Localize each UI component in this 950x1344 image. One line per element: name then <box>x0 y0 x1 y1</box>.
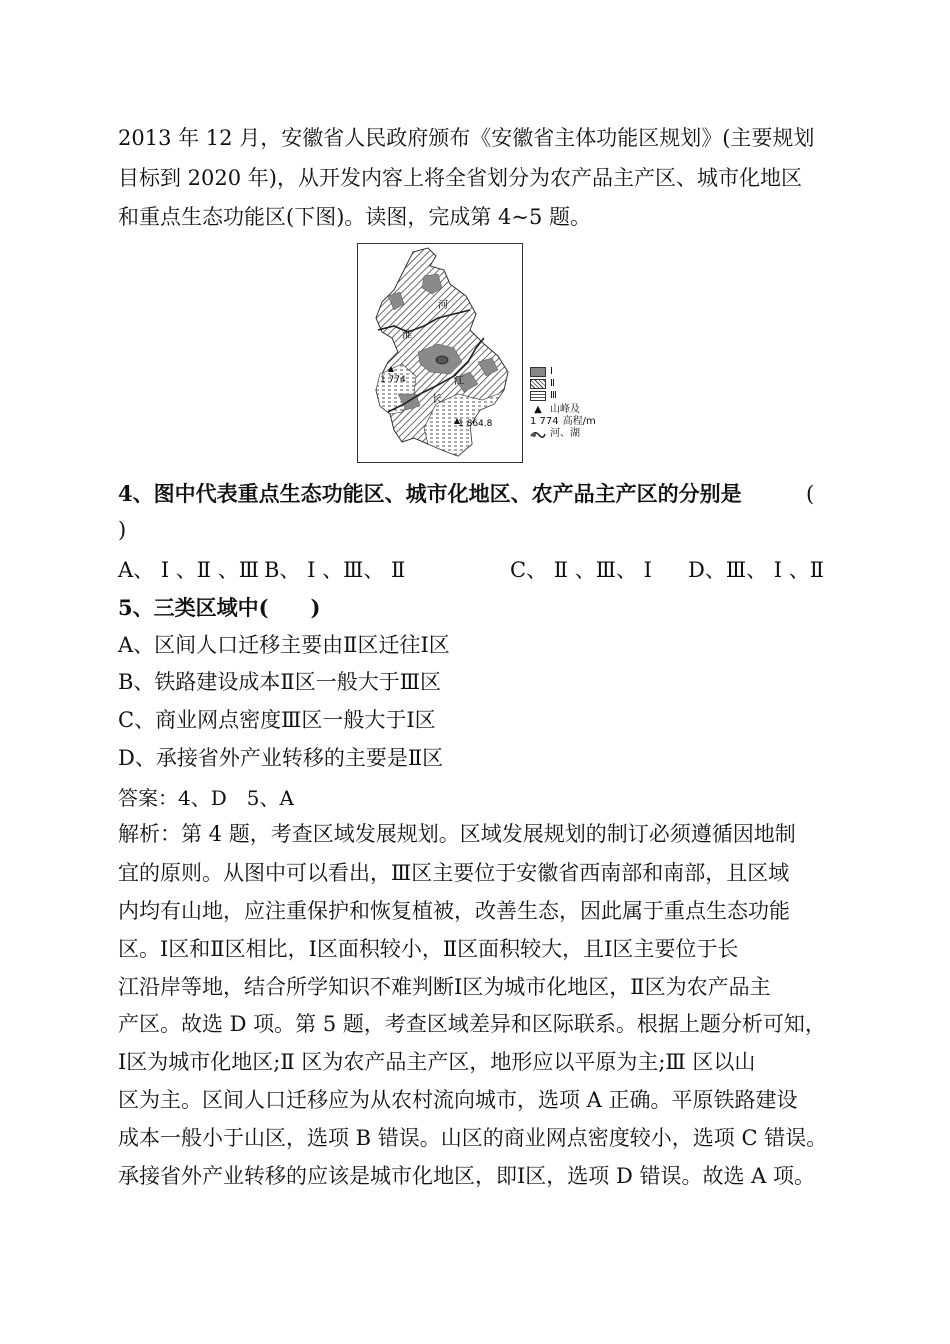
q4-option-a: A、 Ⅰ 、Ⅱ 、Ⅲ <box>118 558 260 582</box>
analysis-line: 区。Ⅰ区和Ⅱ区相比，Ⅰ区面积较小，Ⅱ区面积较大，且Ⅰ区主要位于长 <box>118 937 739 961</box>
q5-stem: 5、三类区域中( ) <box>118 595 321 620</box>
map-legend: Ⅰ Ⅱ Ⅲ ▲ 山峰及 1 774 高程/m 河、湖 <box>530 366 610 440</box>
legend-zone-ii: Ⅱ <box>530 378 610 390</box>
q5-option-a: A、区间人口迁移主要由Ⅱ区迁往Ⅰ区 <box>118 633 450 657</box>
analysis-line: 解析：第 4 题，考查区域发展规划。区域发展规划的制订必须遵循因地制 <box>118 822 796 846</box>
chaohu-lake <box>436 356 448 364</box>
q4-option-d: D、Ⅲ、 Ⅰ 、Ⅱ <box>688 558 825 582</box>
anhui-zone-map <box>357 243 523 463</box>
legend-river: 河、湖 <box>530 428 610 440</box>
river-lake-icon <box>530 429 546 439</box>
q4-option-b: B、 Ⅰ 、Ⅲ、 Ⅱ <box>264 558 406 582</box>
q5-option-b: B、铁路建设成本Ⅱ区一般大于Ⅲ区 <box>118 670 441 694</box>
map-svg <box>358 244 522 462</box>
q4-paren-close: ) <box>118 518 127 542</box>
q5-option-d: D、承接省外产业转移的主要是Ⅱ区 <box>118 746 444 770</box>
analysis-line: 宜的原则。从图中可以看出，Ⅲ区主要位于安徽省西南部和南部，且区域 <box>118 861 790 885</box>
label-huai: 淮 <box>402 330 412 341</box>
legend-zone-i: Ⅰ <box>530 366 610 378</box>
analysis-line: Ⅰ区为城市化地区;Ⅱ 区为农产品主产区，地形应以平原为主;Ⅲ 区以山 <box>118 1050 756 1074</box>
intro-line-2: 目标到 2020 年)，从开发内容上将全省划分为农产品主产区、城市化地区 <box>118 166 802 190</box>
legend-zone-iii: Ⅲ <box>530 390 610 402</box>
legend-peak: ▲ 山峰及 <box>530 404 610 416</box>
intro-line-3: 和重点生态功能区(下图)。读图，完成第 4~5 题。 <box>118 205 592 229</box>
q4-paren-open: ( <box>806 482 815 506</box>
label-chang: 长 <box>432 394 442 405</box>
analysis-line: 承接省外产业转移的应该是城市化地区，即Ⅰ区，选项 D 错误。故选 A 项。 <box>118 1164 815 1188</box>
label-he: 河 <box>438 300 448 311</box>
analysis-line: 江沿岸等地，结合所学知识不难判断Ⅰ区为城市化地区，Ⅱ区为农产品主 <box>118 975 771 999</box>
analysis-line: 内均有山地，应注重保护和恢复植被，改善生态，因此属于重点生态功能 <box>118 899 790 923</box>
q4-stem: 4、图中代表重点生态功能区、城市化地区、农产品主产区的分别是 <box>118 481 742 506</box>
label-peak-1: 1 774 <box>380 375 406 385</box>
label-jiang: 江 <box>454 376 464 387</box>
analysis-line: 产区。故选 D 项。第 5 题，考查区域差异和区际联系。根据上题分析可知， <box>118 1012 826 1036</box>
answer-line: 答案：4、D 5、A <box>118 786 294 810</box>
intro-line-1: 2013 年 12 月，安徽省人民政府颁布《安徽省主体功能区规划》(主要规划 <box>118 126 815 150</box>
label-peak-2: 1 864.8 <box>458 419 493 429</box>
analysis-line: 成本一般小于山区，选项 B 错误。山区的商业网点密度较小，选项 C 错误。 <box>118 1126 828 1150</box>
q4-option-c: C、 Ⅱ 、Ⅲ、 Ⅰ <box>510 558 652 582</box>
peak-icon: ▲ <box>534 404 542 415</box>
q5-option-c: C、商业网点密度Ⅲ区一般大于Ⅰ区 <box>118 708 436 732</box>
analysis-line: 区为主。区间人口迁移应为从农村流向城市，选项 A 正确。平原铁路建设 <box>118 1088 798 1112</box>
